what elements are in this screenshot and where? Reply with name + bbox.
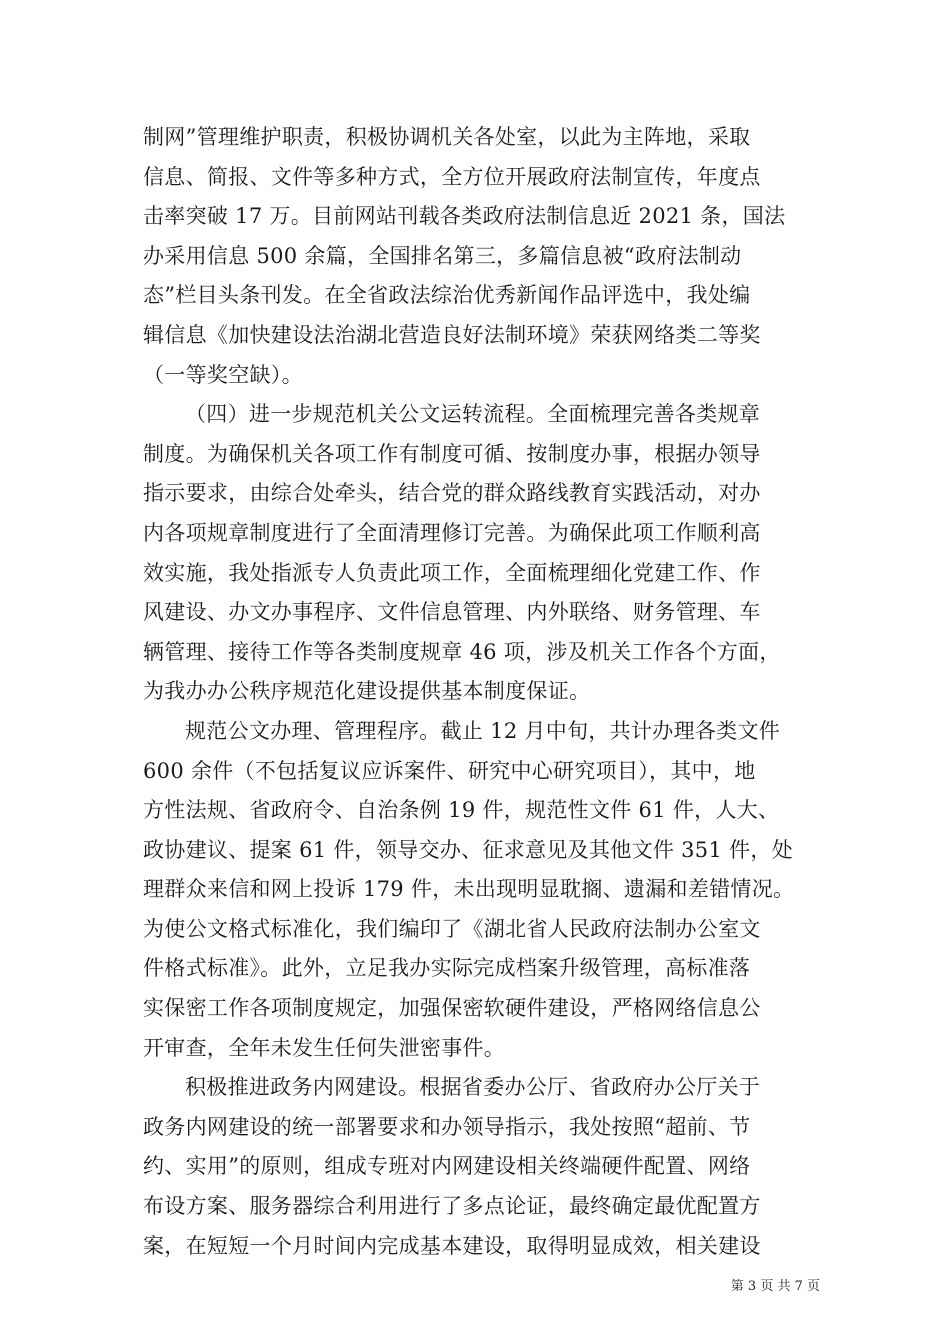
text-line: 方性法规、省政府令、自治条例 19 件，规范性文件 61 件，人大、 (143, 798, 780, 823)
text-line: 辑信息《加快建设法治湖北营造良好法制环境》荣获网络类二等奖 (143, 322, 761, 347)
document-body (143, 118, 811, 1266)
text-line: 为我办办公秩序规范化建设提供基本制度保证。 (143, 679, 591, 704)
text-line: 制度。为确保机关各项工作有制度可循、按制度办事，根据办领导 (143, 441, 761, 466)
text-line: 600 余件（不包括复议应诉案件、研究中心研究项目），其中，地 (143, 758, 756, 783)
text-line: 理群众来信和网上投诉 179 件，未出现明显耽搁、遗漏和差错情况。 (143, 877, 795, 902)
paragraph-first-line: 规范公文办理、管理程序。截止 12 月中旬，共计办理各类文件 (185, 718, 781, 743)
text-line: 辆管理、接待工作等各类制度规章 46 项，涉及机关工作各个方面， (143, 639, 781, 664)
text-line: 内各项规章制度进行了全面清理修订完善。为确保此项工作顺利高 (143, 520, 761, 545)
paragraph-first-line: 积极推进政务内网建设。根据省委办公厅、省政府办公厅关于 (185, 1075, 761, 1100)
text-line: 风建设、办文办事程序、文件信息管理、内外联络、财务管理、车 (143, 600, 761, 625)
text-line: （一等奖空缺）。 (143, 362, 303, 387)
text-line: 政协建议、提案 61 件，领导交办、征求意见及其他文件 351 件，处 (143, 837, 794, 862)
text-line: 信息、简报、文件等多种方式，全方位开展政府法制宣传，年度点 (143, 164, 761, 189)
text-line: 开审查，全年未发生任何失泄密事件。 (143, 1035, 506, 1060)
text-line: 指示要求，由综合处牵头，结合党的群众路线教育实践活动，对办 (143, 481, 761, 506)
text-line: 约、实用”的原则，组成专班对内网建设相关终端硬件配置、网络 (143, 1154, 751, 1179)
text-line: 实保密工作各项制度规定，加强保密软硬件建设，严格网络信息公 (143, 996, 761, 1021)
text-line: 办采用信息 500 余篇，全国排名第三，多篇信息被“政府法制动 (143, 243, 742, 268)
text-line: 态”栏目头条刊发。在全省政法综治优秀新闻作品评选中，我处编 (143, 283, 751, 308)
text-line: 政务内网建设的统一部署要求和办领导指示，我处按照“超前、节 (143, 1114, 751, 1139)
text-line: 制网”管理维护职责，积极协调机关各处室，以此为主阵地，采取 (143, 125, 751, 149)
text-line: 件格式标准》。此外，立足我办实际完成档案升级管理，高标准落 (143, 956, 751, 981)
text-line: 为使公文格式标准化，我们编印了《湖北省人民政府法制办公室文 (143, 916, 761, 941)
paragraph-first-line: （四）进一步规范机关公文运转流程。全面梳理完善各类规章 (185, 402, 761, 427)
text-line: 效实施，我处指派专人负责此项工作，全面梳理细化党建工作、作 (143, 560, 761, 585)
page-number: 第 3 页 共 7 页 (730, 1279, 820, 1294)
text-line: 案，在短短一个月时间内完成基本建设，取得明显成效，相关建设 (143, 1233, 761, 1258)
text-line: 布设方案、服务器综合利用进行了多点论证，最终确定最优配置方 (143, 1194, 761, 1219)
text-line: 击率突破 17 万。目前网站刊载各类政府法制信息近 2021 条，国法 (143, 204, 786, 229)
